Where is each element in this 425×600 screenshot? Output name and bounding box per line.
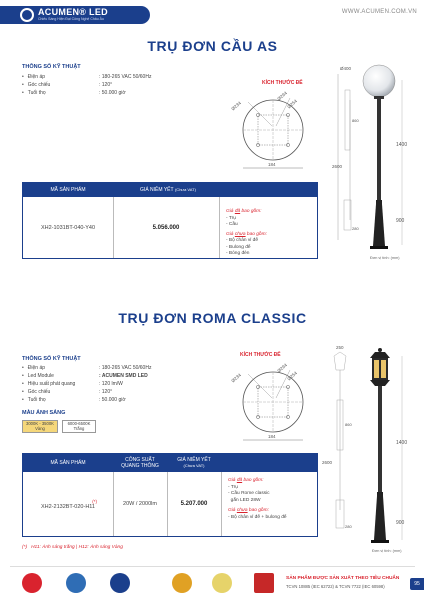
spec-key: • Điện áp [22,74,82,80]
color-swatch-warm [22,420,58,433]
spec-value: : 180-265 VAC 50/60Hz [99,74,151,80]
col-header-price [113,183,223,197]
footer-standard-codes: TCVN 10885 (IEC 62722) & TCVN 7722 (IEC 60598) [286,584,385,589]
col-header-price-label: GIÁ NIÊM YẾT [177,457,211,463]
col-header-price-note: (Chưa VAT) [174,187,196,192]
heading-part: Giá [226,231,235,237]
heading-underline: đã [234,209,241,214]
heading-part: Giá [228,508,237,513]
base-plate-drawing [228,360,318,450]
globe-lamp [363,65,395,97]
dim-label: Ø400 [340,66,352,71]
list-item: - Bộ chân vỉ đế [226,238,258,243]
spec-value: : 50.000 giờ [99,397,126,403]
website-link[interactable]: WWW.ACUMEN.COM.VN [341,9,417,15]
dim-label: 860 [345,422,352,427]
base-dim-label: Ø234 [230,372,243,384]
color-swatch-white [62,420,96,433]
base-dim-label: Ø254 [286,370,299,382]
list-item: - Bộ chân vỉ đế + bulong đế [228,514,287,520]
spec-heading: THÔNG SỐ KỸ THUẬT [22,64,81,70]
included-items [226,209,318,258]
base-dim-label: Ø234 [230,100,243,112]
power-lumen: 20W / 2000lm [123,501,157,507]
award-logo [212,573,232,593]
lantern-lamp [370,348,390,386]
heading-part: Giá [228,478,237,483]
spec-value: : 180-265 VAC 50/60Hz [99,365,151,371]
base-dims-heading: KÍCH THƯỚC ĐẾ [240,352,281,358]
pole-shaft [378,386,382,496]
pole-shaft [377,99,381,204]
heading-part: bao gồm: [240,209,262,214]
heading-underline: đã [236,478,243,483]
spec-row [22,74,222,81]
footer-standard-title: SẢN PHẨM ĐƯỢC SẢN XUẤT THEO TIÊU CHUẨN [286,576,400,581]
swatch-name: Vàng [35,426,45,431]
spec-row [22,90,222,97]
spec-row [22,373,222,380]
base-dims-heading: KÍCH THƯỚC ĐẾ [262,80,303,86]
spec-heading: THÔNG SỐ KỸ THUẬT [22,356,81,362]
list-item: - Trụ [226,215,236,221]
col-header-code: MÃ SẢN PHẨM [50,460,86,466]
spec-value: : ACUMEN SMD LED [99,373,148,379]
spec-value: : 120° [99,389,112,395]
spec-value: : 120 lm/W [99,381,123,387]
unit-note: Đơn vị tính: (mm) [370,256,400,260]
heading-part: Giá [226,209,235,214]
swatch-name: Trắng [73,426,85,431]
spec-key: • Điện áp [22,365,82,371]
dim-label: 250 [336,345,344,350]
heading-underline: chưa [234,231,246,237]
dim-label: 900 [396,520,405,526]
col-header-power [113,454,167,472]
spec-value: : 120° [99,82,112,88]
spec-value: : 50.000 giờ [99,90,126,96]
spec-key: • Góc chiếu [22,389,82,395]
table-header [23,183,317,197]
footnote-mark: (*) [22,545,28,550]
base-plate-drawing [228,88,318,178]
list-item: - Bóng đèn [226,251,250,256]
swatch-range: 6000-6500K [67,421,91,426]
col-header-price-note: (Chưa VAT) [183,463,205,468]
brand-logo [0,6,150,24]
heading-part: bao gồm: [247,508,269,513]
col-header-price-label: GIÁ NIÊM YẾT [140,187,174,193]
heading-underline: chưa [236,508,248,513]
spec-key: • Hiệu suất phát quang [22,381,82,387]
dim-label: 280 [352,226,359,231]
base-width-label: 184 [268,434,276,439]
spec-row [22,397,222,404]
base-dim-label: Ø294 [276,362,289,374]
spec-key: • Tuổi thọ [22,90,82,96]
award-logo [254,573,274,593]
spec-row [22,381,222,388]
col-header-power-line1: CÔNG SUẤT [125,457,155,463]
dim-label: 2600 [332,164,343,169]
list-item: - Bulong đế [226,244,251,250]
product-code-cell [23,472,113,536]
dim-label: 860 [352,118,359,123]
swatch-range: 3000K - 3500K [26,421,54,426]
product-price: 5.056.000 [152,224,180,231]
dim-label: 1400 [396,440,408,446]
spec-row [22,82,222,89]
certification-logo [22,573,42,593]
dim-label: 280 [345,524,352,529]
logo-icon [20,8,34,22]
unit-note: Đơn vị tính: (mm) [372,549,402,553]
base-width-label: 184 [268,162,276,167]
product-code: XH2-1031BT-040-Y40 [40,224,96,231]
footnote-text: H11: Ánh sáng trắng | H12: Ánh sáng Vàng [31,545,123,550]
dim-label: 1400 [396,142,408,148]
price-table [22,453,318,537]
spec-key: • Tuổi thọ [22,397,82,403]
certification-logo [110,573,130,593]
product-code: XH2-2132BT-020-H11 [40,503,95,510]
list-item: gắn LED 28W [228,497,261,503]
list-item: - Trụ [228,484,238,490]
product-title: TRỤ ĐƠN CẦU AS [147,38,278,54]
pole-base [373,204,385,246]
col-header-power-line2: QUANG THÔNG [121,463,159,469]
pole-drawing [320,340,420,560]
page-number: 95 [410,578,424,590]
table-divider [219,197,220,258]
base-dim-label: Ø294 [276,90,289,102]
footnote [22,545,123,550]
footer-divider [10,566,415,567]
col-header-price [167,454,221,472]
brand-name: ACUMEN® LED [38,7,108,17]
award-logo [172,573,192,593]
spec-key: • Led Module [22,373,82,379]
dim-label: 2600 [322,460,333,465]
heading-part: bao gồm: [242,478,264,483]
pole-base [374,496,386,540]
product-title: TRỤ ĐƠN ROMA CLASSIC [118,310,307,326]
list-item: - Cầu [226,222,238,227]
col-header-code: MÃ SẢN PHẨM [50,187,86,193]
included-items [228,478,318,521]
page-header [0,0,425,30]
price-table [22,182,318,259]
table-header [23,454,317,472]
certification-logo [66,573,86,593]
light-color-heading: MÀU ÁNH SÁNG [22,410,66,416]
spec-row [22,389,222,396]
footnote-mark: (*) [92,498,97,504]
spec-row [22,365,222,372]
brand-tagline: Chiếu Sáng Hiện Đại Công Nghệ Châu Âu [38,17,104,21]
table-divider [221,472,222,536]
product-price: 5.207.000 [180,501,208,507]
pole-drawing [330,60,420,270]
list-item: - Cầu Rome classic [228,491,270,496]
spec-key: • Góc chiếu [22,82,82,88]
base-dim-label: Ø254 [286,98,299,110]
dim-label: 900 [396,218,405,224]
heading-part: bao gồm: [245,231,267,237]
